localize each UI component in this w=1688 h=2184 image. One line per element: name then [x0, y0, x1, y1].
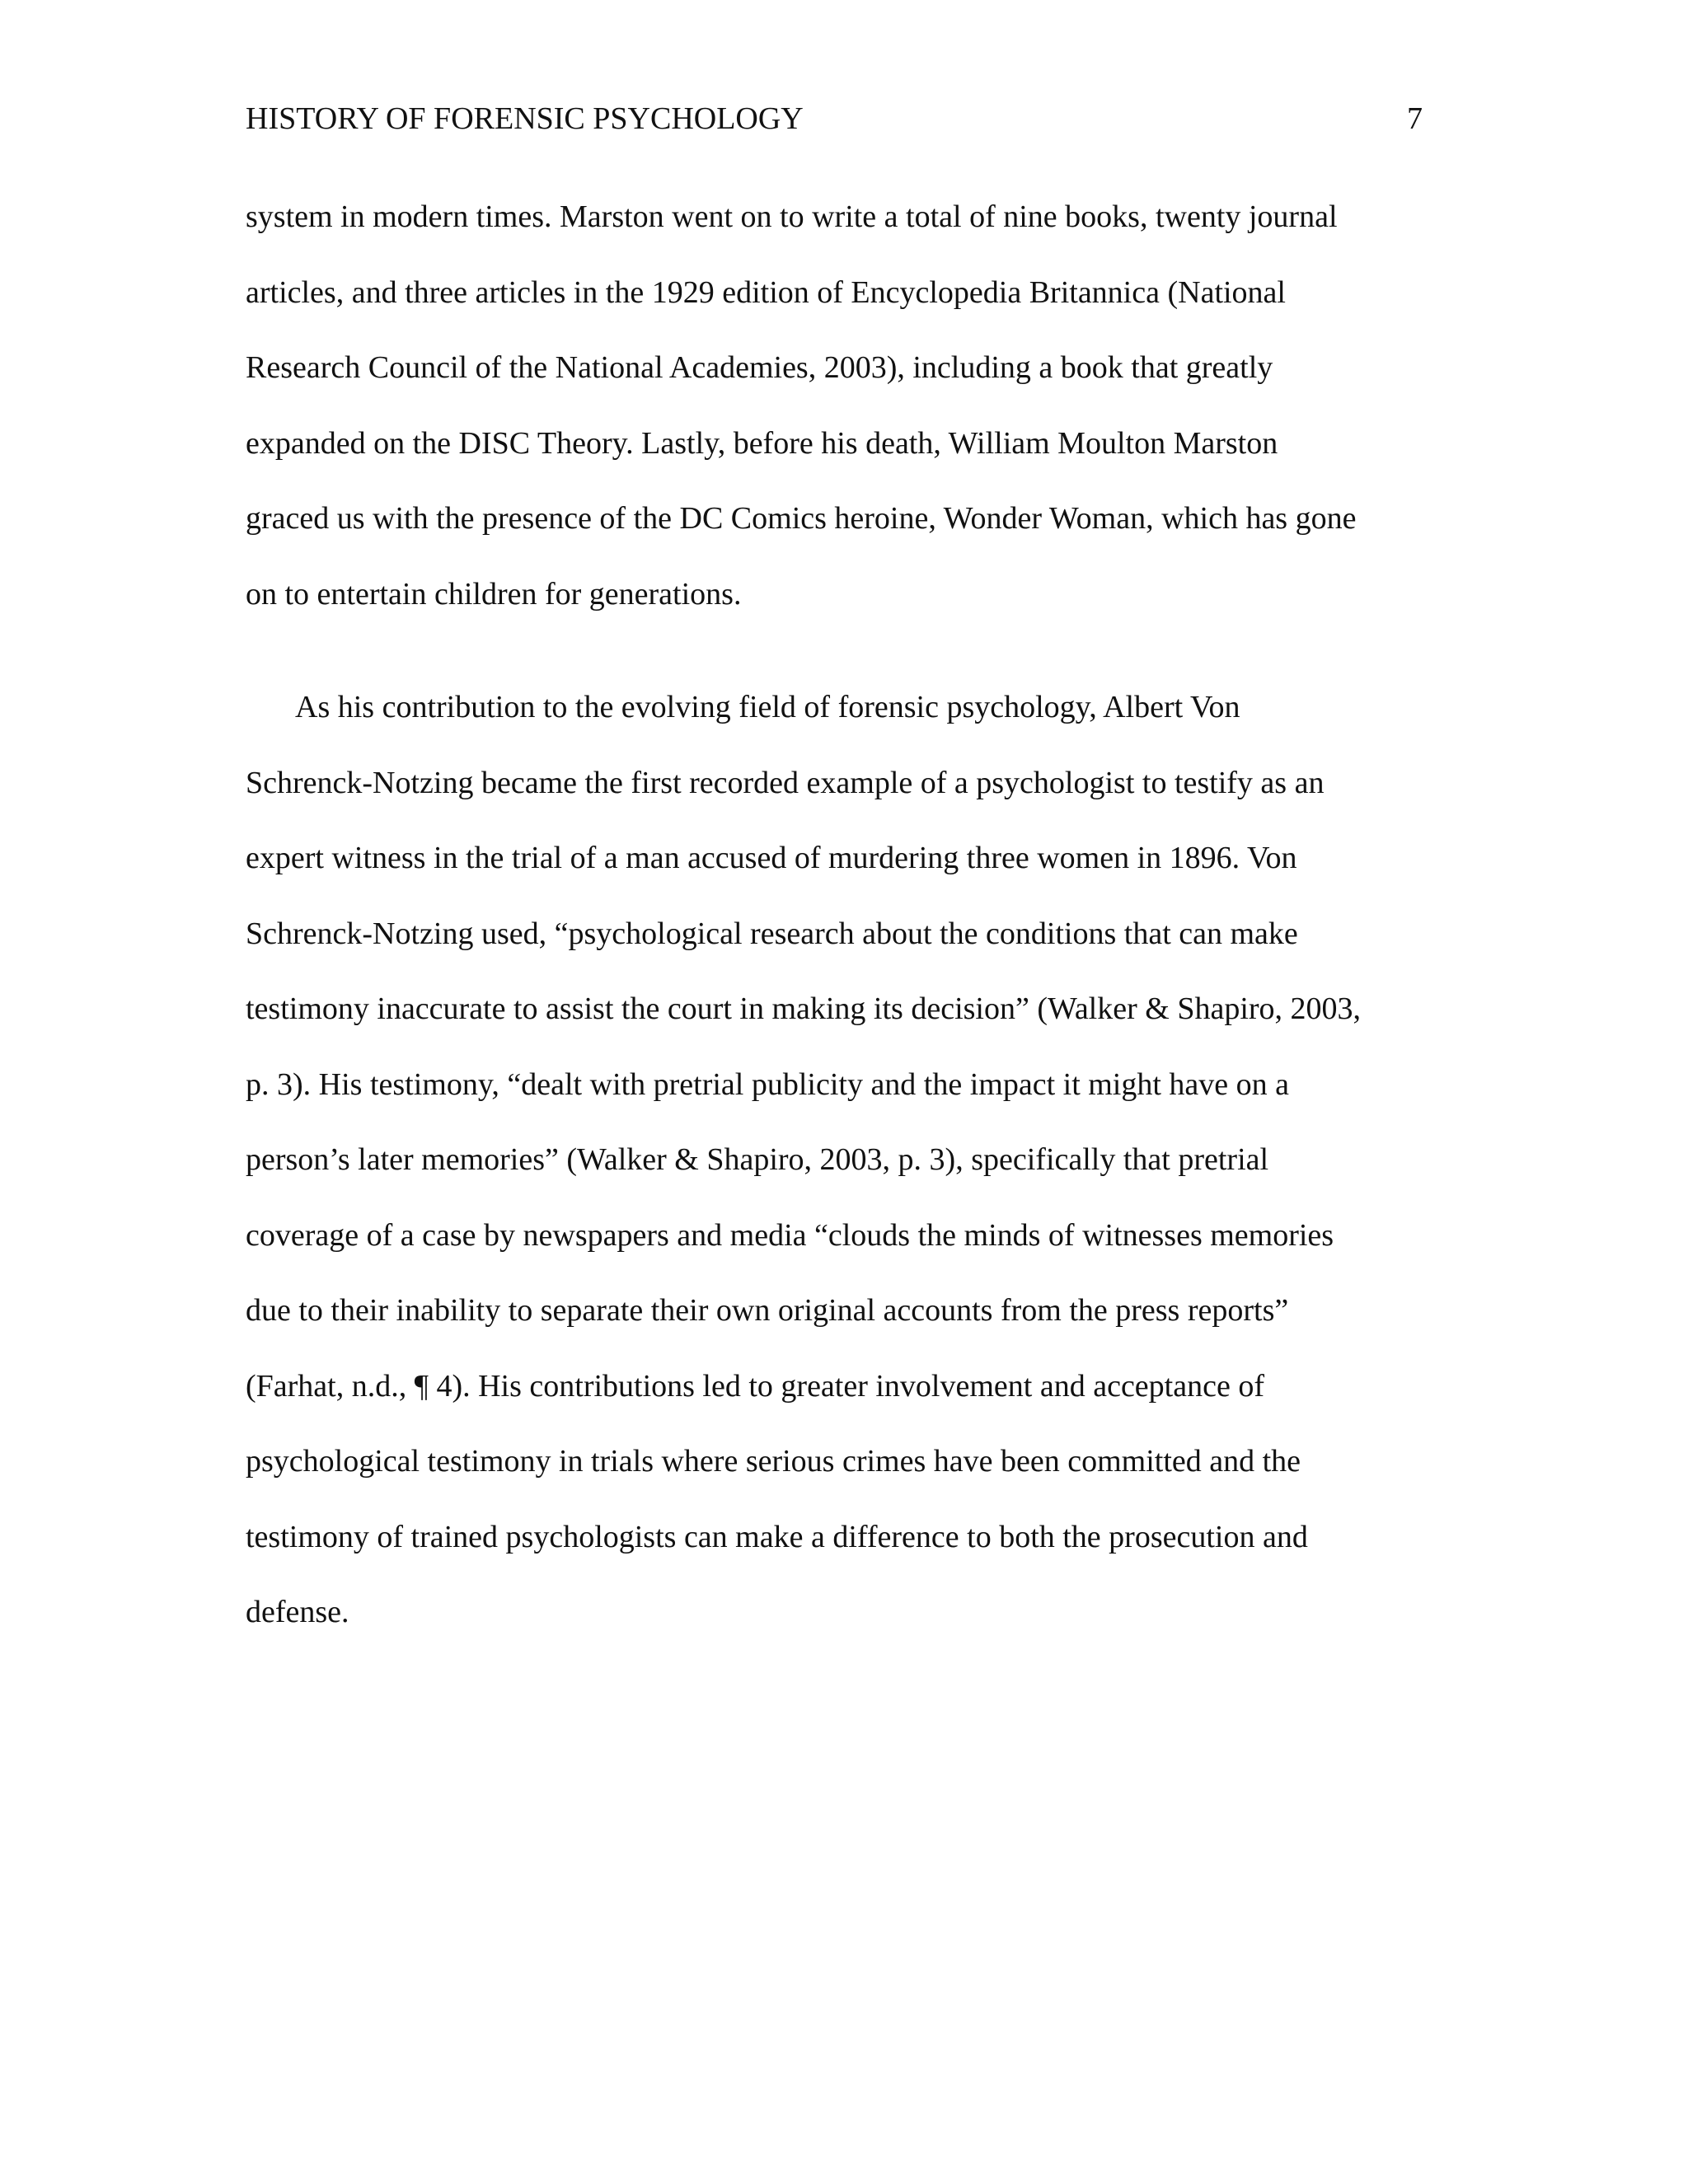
paragraph-line: due to their inability to separate their own original accounts from the press reports” — [246, 1293, 1289, 1328]
paragraph-line: As his contribution to the evolving field of forensic psychology, Albert Von — [295, 690, 1240, 724]
page-number: 7 — [1407, 101, 1423, 136]
paragraph-line: Research Council of the National Academies, 2003), including a book that greatly — [246, 350, 1273, 385]
running-head — [246, 96, 1423, 142]
paragraph-line: (Farhat, n.d., ¶ 4). His contributions led to greater involvement and acceptance of — [246, 1368, 1264, 1404]
paragraph-line: coverage of a case by newspapers and media “clouds the minds of witnesses memories — [246, 1217, 1334, 1253]
paragraph-line: Schrenck-Notzing became the first recorded example of a psychologist to testify as an — [246, 765, 1325, 800]
paragraph-line: system in modern times. Marston went on to write a total of nine books, twenty journal — [246, 199, 1338, 234]
paragraph-line: p. 3). His testimony, “dealt with pretrial publicity and the impact it might have on a — [246, 1066, 1290, 1102]
paragraph-line: testimony of trained psychologists can make a difference to both the prosecution and — [246, 1519, 1308, 1554]
paragraph-line: expanded on the DISC Theory. Lastly, before his death, William Moulton Marston — [246, 425, 1278, 461]
paragraph-line: Schrenck-Notzing used, “psychological research about the conditions that can make — [246, 916, 1298, 951]
paragraph-line: testimony inaccurate to assist the court in making its decision” (Walker & Shapiro, 2003, — [246, 991, 1362, 1026]
paragraph-line: defense. — [246, 1595, 349, 1629]
paragraph-line: expert witness in the trial of a man accused of murdering three women in 1896. Von — [246, 841, 1297, 875]
running-head-title: HISTORY OF FORENSIC PSYCHOLOGY — [246, 101, 804, 136]
paragraph-line: on to entertain children for generations. — [246, 576, 742, 612]
paragraph-line: person’s later memories” (Walker & Shapiro, 2003, p. 3), specifically that pretrial — [246, 1142, 1269, 1177]
paragraph-line: graced us with the presence of the DC Comics heroine, Wonder Woman, which has gone — [246, 501, 1357, 536]
paragraph-line: articles, and three articles in the 1929 edition of Encyclopedia Britannica (National — [246, 274, 1286, 310]
paragraph-line: psychological testimony in trials where serious crimes have been committed and the — [246, 1444, 1301, 1479]
